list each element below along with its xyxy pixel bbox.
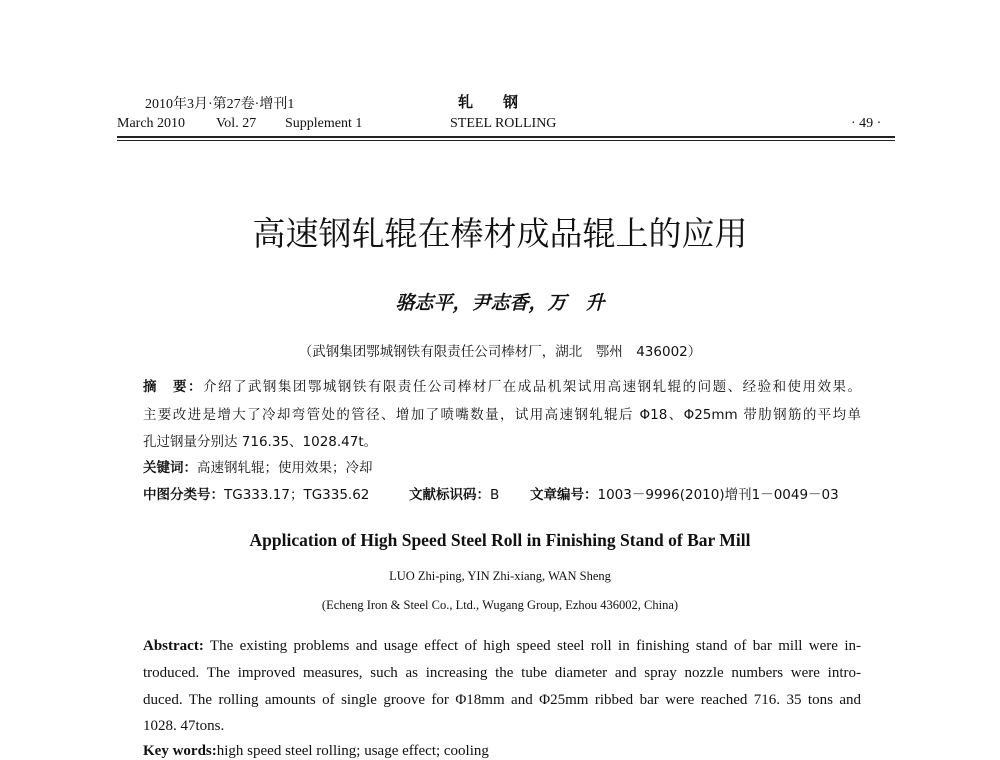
- en-title: Application of High Speed Steel Roll in Finishing Stand of Bar Mill: [249, 530, 751, 550]
- clc: TG333.17；TG335.62: [224, 487, 370, 503]
- cn-abstract-line: 孔过钢量分别达 716.35、1028.47t。: [143, 434, 378, 450]
- cn-journal: 轧 钢: [458, 93, 519, 111]
- en-abstract-line: The existing problems and usage effect of high speed steel roll in finishing stand of bar mill were in-: [203, 638, 861, 654]
- cn-keywords-label: 关键词：: [143, 460, 197, 476]
- cn-title: 高速钢轧辊在棒材成品辊上的应用: [252, 214, 748, 253]
- article-no-label: 文章编号：: [530, 487, 598, 503]
- doc-code-label: 文献标识码：: [409, 487, 490, 503]
- en-authors: LUO Zhi-ping, YIN Zhi-xiang, WAN Sheng: [389, 569, 611, 583]
- en-abstract-label: Abstract:: [143, 638, 204, 654]
- en-abstract-line: troduced. The improved measures, such as increasing the tube diameter and spray nozzle numbers were intro-: [143, 665, 861, 681]
- en-abstract-line: duced. The rolling amounts of single groove for Φ18mm and Φ25mm ribbed bar were reached 716. 35 tons and: [143, 692, 861, 708]
- cn-abstract-line: 介绍了武钢集团鄂城钢铁有限责任公司棒材厂在成品机架试用高速钢轧辊的问题、经验和使用效果。: [202, 379, 862, 395]
- en-keywords: high speed steel rolling; usage effect; cooling: [216, 743, 489, 759]
- en-issue-month: March 2010: [117, 116, 186, 131]
- header-rule: [117, 136, 895, 138]
- cn-keywords: 高速钢轧辊；使用效果；冷却: [197, 460, 373, 476]
- clc-label: 中图分类号：: [143, 487, 224, 503]
- en-supplement: Supplement 1: [285, 116, 363, 131]
- article-no: 1003－9996(2010)增刊1－0049－03: [597, 487, 839, 503]
- header-rule-thin: [117, 140, 895, 141]
- cn-authors: 骆志平，尹志香，万 升: [395, 292, 605, 314]
- cn-affiliation: （武钢集团鄂城钢铁有限责任公司棒材厂，湖北 鄂州 436002）: [298, 344, 702, 360]
- en-affiliation: (Echeng Iron & Steel Co., Ltd., Wugang Group, Ezhou 436002, China): [321, 598, 679, 612]
- cn-abstract-label: 摘 要：: [143, 379, 203, 395]
- en-volume: Vol. 27: [216, 116, 257, 131]
- en-keywords-label: Key words:: [143, 743, 217, 759]
- cn-abstract-line: 主要改进是增大了冷却弯管处的管径、增加了喷嘴数量，试用高速钢轧辊后 Φ18、Φ25mm 带肋钢筋的平均单: [143, 407, 861, 423]
- doc-code: B: [490, 487, 500, 503]
- page-number: · 49 ·: [851, 116, 882, 131]
- cn-issue: 2010年3月·第27卷·增刊1: [145, 97, 295, 112]
- en-abstract-line: 1028. 47tons.: [143, 718, 225, 734]
- en-journal: STEEL ROLLING: [450, 116, 557, 131]
